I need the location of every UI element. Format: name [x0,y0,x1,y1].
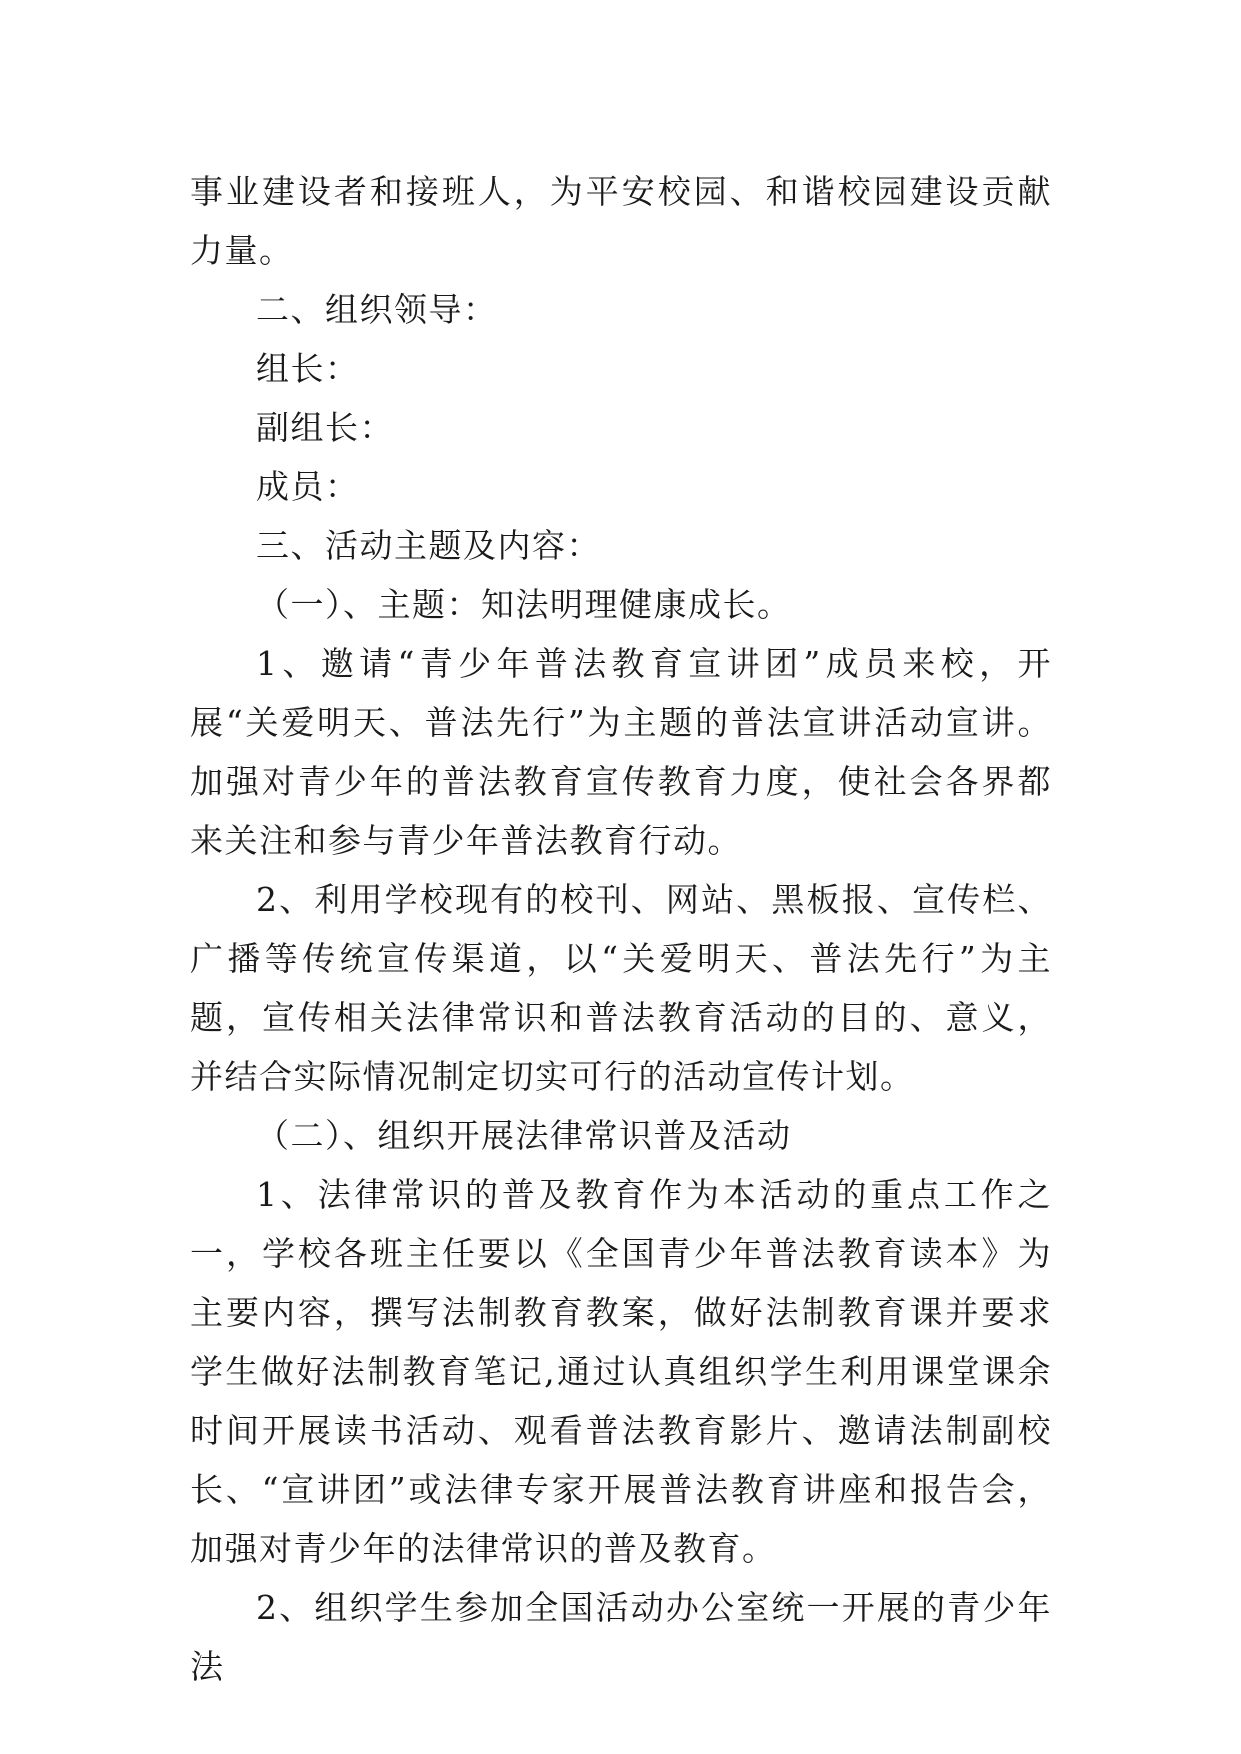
role-members: 成员： [256,467,360,506]
paragraph-item-1: 1、邀请“青少年普法教育宣讲团”成员来校，开展“关爱明天、普法先行”为主题的普法宣讲活动宣讲。加强对青少年的普法教育宣传教育力度，使社会各界都来关注和参与青少年普法教育行动。 [190,644,1052,860]
paragraph-item-3: 1、法律常识的普及教育作为本活动的重点工作之一，学校各班主任要以《全国青少年普法教育读本》为主要内容，撰写法制教育教案，做好法制教育课并要求学生做好法制教育笔记,通过认真组织学生利用课堂课余时间开展读书活动、观看普法教育影片、邀请法制副校长、“宣讲团”或法律专家开展普法教育讲座和报告会，加强对青少年的法律常识的普及教育。 [190,1175,1052,1568]
subsection-heading-theme: （一）、主题：知法明理健康成长。 [256,585,792,624]
role-leader: 组长： [256,349,360,388]
paragraph-item-4: 2、组织学生参加全国活动办公室统一开展的青少年法 [190,1588,1052,1686]
document-body [190,162,1052,1696]
section-heading-organization: 二、组织领导： [256,290,498,329]
paragraph-item-2: 2、利用学校现有的校刊、网站、黑板报、宣传栏、广播等传统宣传渠道，以“关爱明天、普法先行”为主题，宣传相关法律常识和普法教育活动的目的、意义，并结合实际情况制定切实可行的活动宣传计划。 [190,880,1052,1096]
section-heading-theme: 三、活动主题及内容： [256,526,601,565]
subsection-heading-law-knowledge: （二）、组织开展法律常识普及活动 [256,1116,792,1155]
role-deputy-leader: 副组长： [256,408,394,447]
paragraph-continuation: 事业建设者和接班人，为平安校园、和谐校园建设贡献力量。 [190,172,1052,270]
